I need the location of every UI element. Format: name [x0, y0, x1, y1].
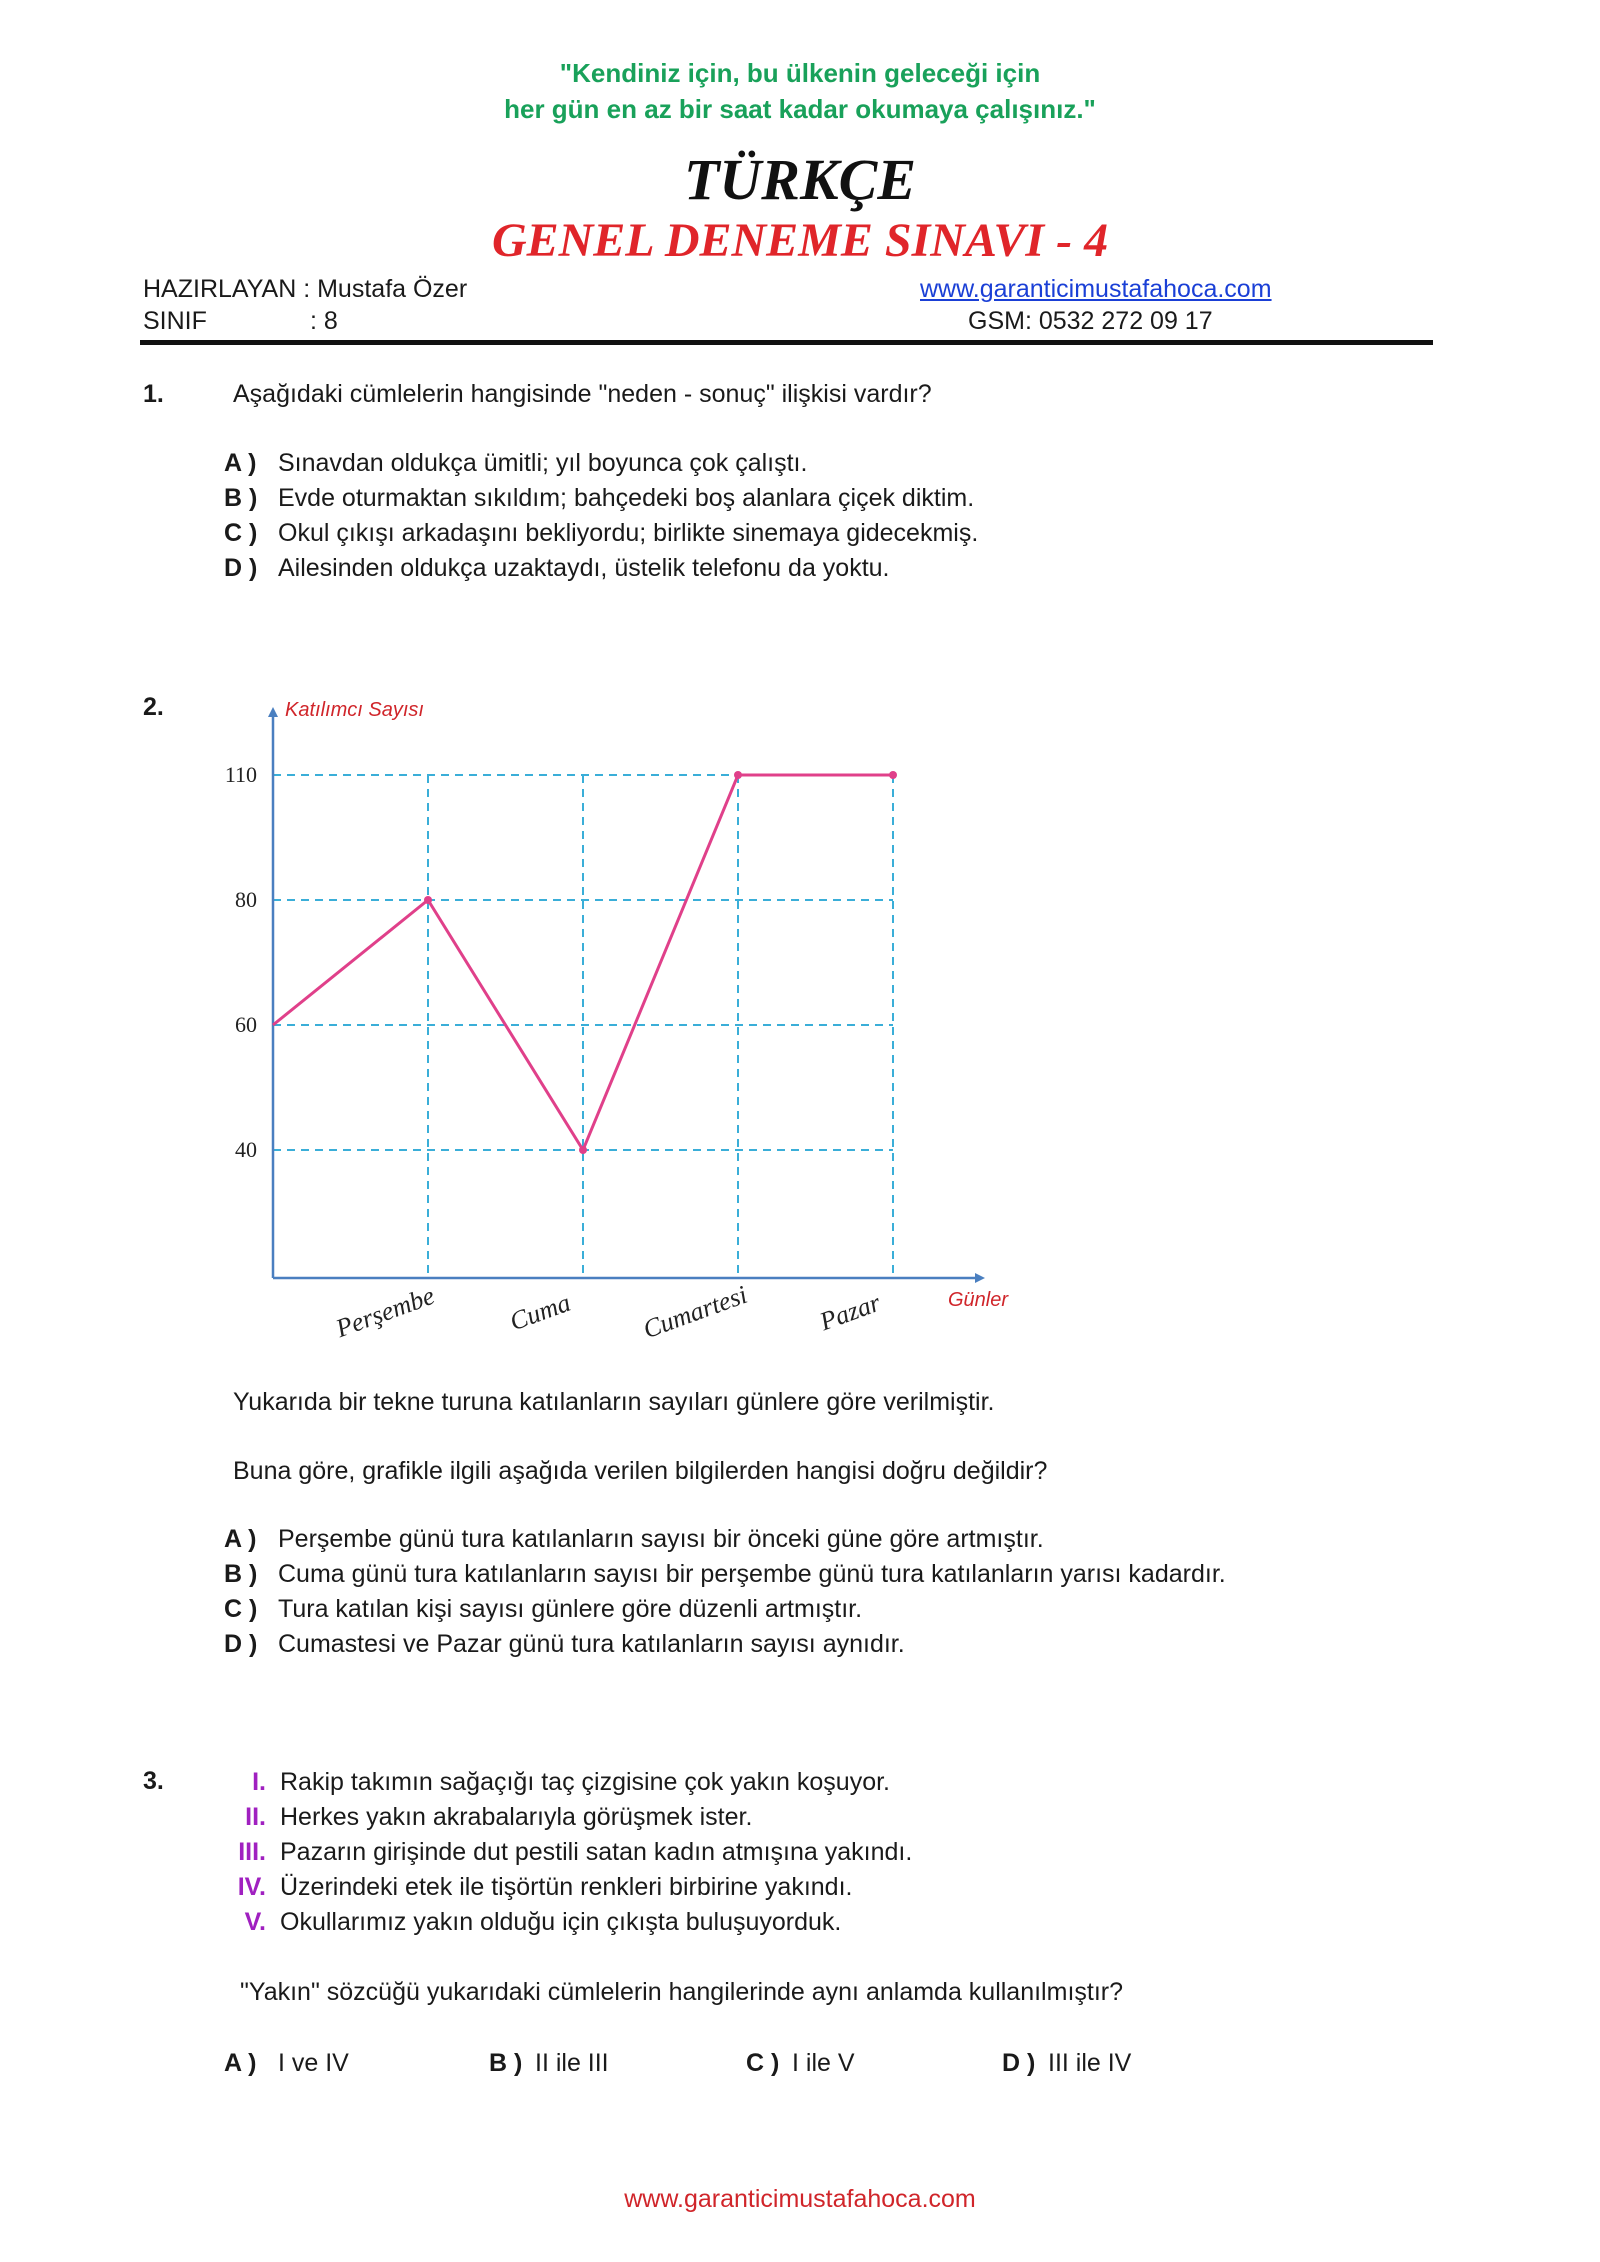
x-tick-label: Cumartesi — [639, 1279, 751, 1345]
question-1-text: Aşağıdaki cümlelerin hangisinde "neden - sonuç" ilişkisi vardır? — [233, 380, 932, 408]
option-d[interactable] — [224, 1627, 1226, 1662]
option-key: C ) — [224, 519, 258, 547]
question-2-text: Buna göre, grafikle ilgili aşağıda verilen bilgilerden hangisi doğru değildir? — [233, 1457, 1048, 1485]
statement-text: Üzerindeki etek ile tişörtün renkleri birbirine yakındı. — [280, 1873, 853, 1901]
footer-website[interactable]: www.garanticimustafahoca.com — [624, 2185, 976, 2213]
option-key: A ) — [224, 449, 257, 477]
y-axis-label: Katılımcı Sayısı — [285, 699, 424, 721]
option-text: Cumastesi ve Pazar günü tura katılanların sayısı aynıdır. — [278, 1630, 905, 1658]
statement-key: V. — [244, 1908, 266, 1936]
statement-4 — [220, 1870, 912, 1905]
question-2-context: Yukarıda bir tekne turuna katılanların sayıları günlere göre verilmiştir. — [233, 1388, 995, 1416]
motto-line-1: "Kendiniz için, bu ülkenin geleceği için — [559, 58, 1041, 88]
statement-key: II. — [245, 1803, 266, 1831]
website-link[interactable]: www.garanticimustafahoca.com — [920, 275, 1272, 303]
option-text: Perşembe günü tura katılanların sayısı bir önceki güne göre artmıştır. — [278, 1525, 1044, 1553]
gsm-number: GSM: 0532 272 09 17 — [968, 307, 1213, 335]
option-a[interactable] — [224, 2046, 349, 2081]
option-key: B ) — [224, 1560, 258, 1588]
option-key: C ) — [224, 1595, 258, 1623]
option-c[interactable] — [746, 2046, 855, 2081]
statement-text: Pazarın girişinde dut pestili satan kadın atmışına yakındı. — [280, 1838, 913, 1866]
y-tick-labels — [225, 762, 257, 1162]
option-text: Evde oturmaktan sıkıldım; bahçedeki boş alanlara çiçek diktim. — [278, 484, 975, 512]
option-text: III ile IV — [1048, 2049, 1132, 2077]
option-text: Ailesinden oldukça uzaktaydı, üstelik telefonu da yoktu. — [278, 554, 890, 582]
statement-key: IV. — [237, 1873, 266, 1901]
statement-text: Herkes yakın akrabalarıyla görüşmek ister. — [280, 1803, 753, 1831]
option-b[interactable] — [224, 1557, 1226, 1592]
option-text: Sınavdan oldukça ümitli; yıl boyunca çok çalıştı. — [278, 449, 808, 477]
x-tick-label: Pazar — [815, 1287, 885, 1337]
question-3-text: "Yakın" sözcüğü yukarıdaki cümlelerin hangilerinde aynı anlamda kullanılmıştır? — [240, 1978, 1124, 2006]
option-text: I ve IV — [278, 2049, 349, 2077]
class-value: : 8 — [310, 307, 338, 335]
chart-grid — [273, 775, 893, 1278]
question-2-options — [224, 1522, 1226, 1662]
y-tick-label: 60 — [235, 1012, 257, 1037]
y-tick-label: 80 — [235, 887, 257, 912]
option-key: B ) — [224, 484, 258, 512]
option-key: A ) — [224, 2049, 257, 2077]
statement-5 — [220, 1905, 912, 1940]
option-b[interactable] — [489, 2046, 609, 2081]
statement-1 — [220, 1765, 912, 1800]
question-3-number: 3. — [143, 1767, 164, 1795]
data-point — [424, 896, 432, 904]
page-title: TÜRKÇE — [683, 147, 917, 212]
exam-subtitle: GENEL DENEME SINAVI - 4 — [491, 214, 1109, 267]
option-key: C ) — [746, 2049, 780, 2077]
x-tick-label: Cuma — [505, 1287, 575, 1337]
class-label: SINIF — [143, 307, 207, 335]
statement-3 — [220, 1835, 912, 1870]
option-a[interactable] — [224, 1522, 1226, 1557]
y-tick-label: 40 — [235, 1137, 257, 1162]
statement-text: Okullarımız yakın olduğu için çıkışta buluşuyorduk. — [280, 1908, 842, 1936]
y-tick-label: 110 — [224, 762, 257, 787]
statement-key: III. — [238, 1838, 266, 1866]
option-key: D ) — [1002, 2049, 1036, 2077]
question-1-number: 1. — [143, 380, 164, 408]
x-tick-label: Perşembe — [331, 1280, 439, 1344]
option-key: D ) — [224, 1630, 258, 1658]
option-key: B ) — [489, 2049, 523, 2077]
option-text: Cuma günü tura katılanların sayısı bir perşembe günü tura katılanların yarısı kadardır. — [278, 1560, 1226, 1588]
option-key: A ) — [224, 1525, 257, 1553]
author-label: HAZIRLAYAN : Mustafa Özer — [143, 275, 468, 303]
question-2-number: 2. — [143, 693, 164, 721]
statement-text: Rakip takımın sağaçığı taç çizgisine çok yakın koşuyor. — [280, 1768, 890, 1796]
statement-2 — [220, 1800, 912, 1835]
data-point — [579, 1146, 587, 1154]
option-text: Okul çıkışı arkadaşını bekliyordu; birlikte sinemaya gidecekmiş. — [278, 519, 979, 547]
option-c[interactable] — [224, 1592, 1226, 1627]
question-3-statements — [220, 1765, 912, 1940]
data-point — [889, 771, 897, 779]
option-text: I ile V — [792, 2049, 855, 2077]
x-tick-labels — [331, 1280, 885, 1344]
option-d[interactable] — [1002, 2046, 1131, 2081]
option-text: II ile III — [535, 2049, 609, 2077]
option-text: Tura katılan kişi sayısı günlere göre düzenli artmıştır. — [278, 1595, 863, 1623]
motto-line-2: her gün en az bir saat kadar okumaya çalışınız." — [504, 94, 1096, 124]
option-key: D ) — [224, 554, 258, 582]
statement-key: I. — [252, 1768, 266, 1796]
data-point — [734, 771, 742, 779]
x-axis-label: Günler — [948, 1289, 1009, 1311]
